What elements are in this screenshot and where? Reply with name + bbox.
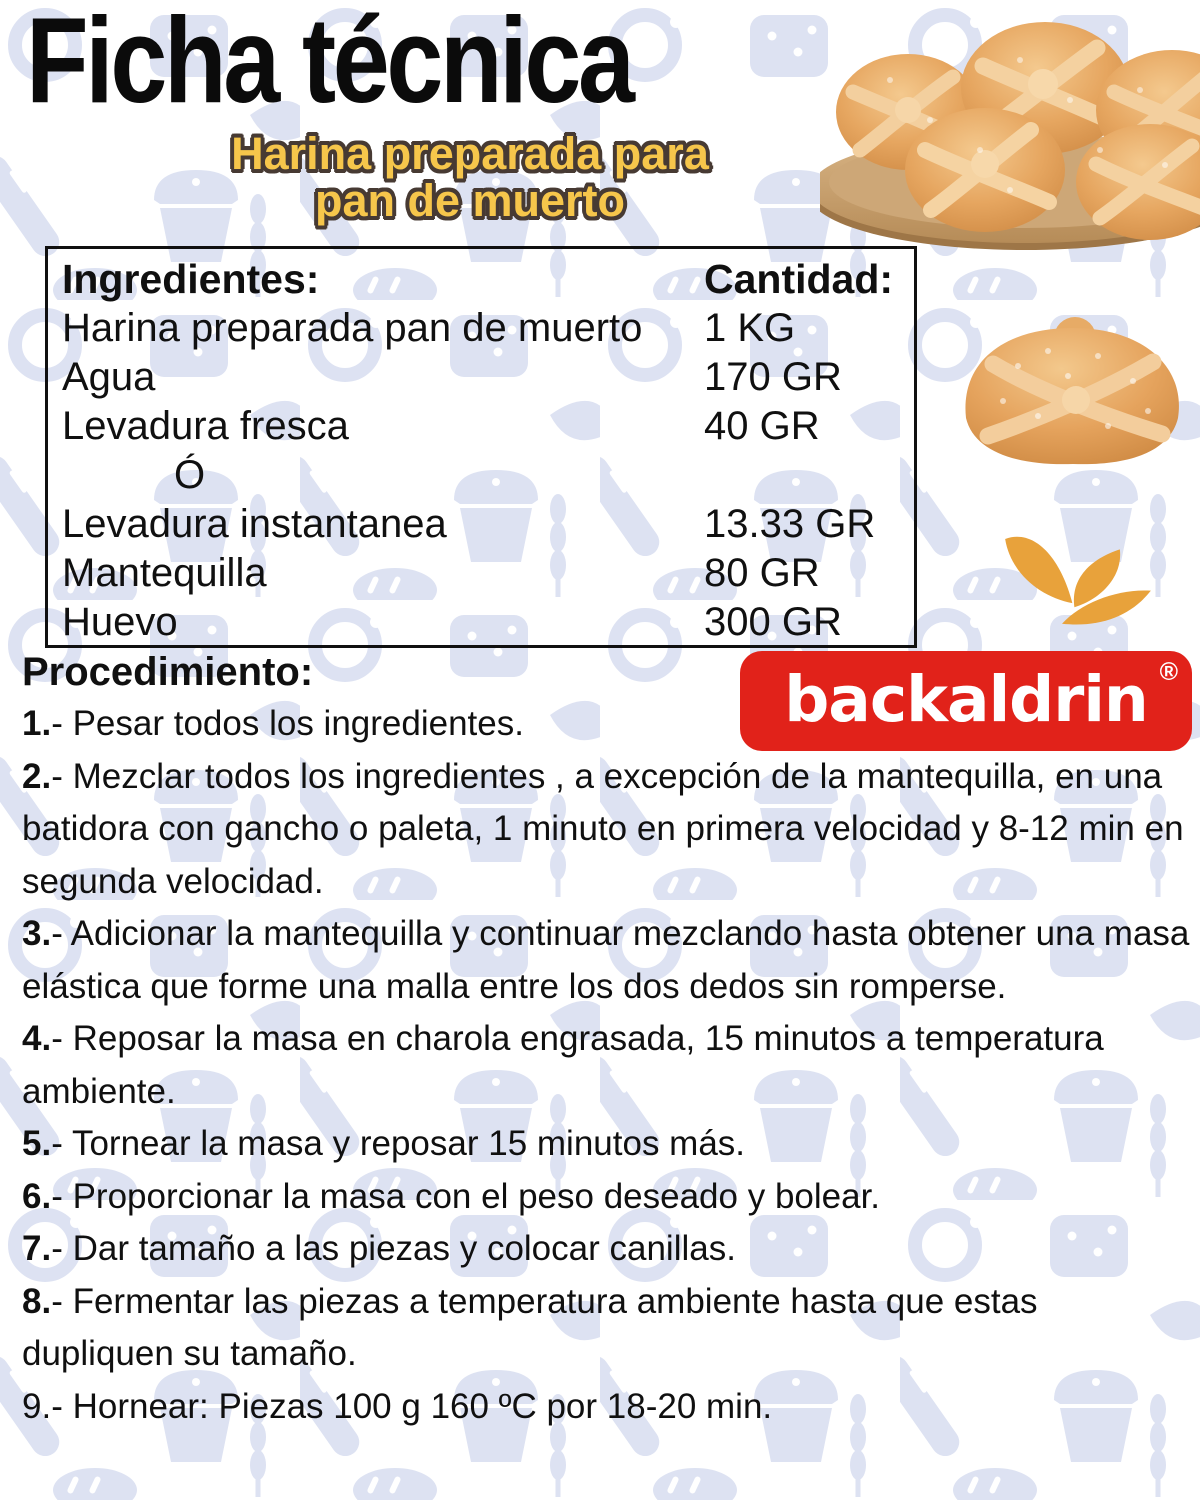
procedure-step-2	[22, 751, 1192, 909]
ingredient-quantity: 80 GR	[704, 550, 820, 595]
table-row	[62, 499, 904, 548]
ingredient-quantity: 170 GR	[704, 354, 842, 399]
table-row	[62, 597, 904, 646]
step-number: 5.	[22, 1124, 52, 1163]
step-number: 7.	[22, 1229, 52, 1268]
procedure-step-8	[22, 1276, 1192, 1381]
procedure-step-4	[22, 1013, 1192, 1118]
backaldrin-logo-text: backaldrin	[784, 662, 1148, 736]
procedure-step-7	[22, 1223, 1192, 1276]
procedure-step-6	[22, 1171, 1192, 1224]
ingredients-header: Ingredientes:	[62, 255, 320, 302]
step-text: - Mezclar todos los ingredientes , a excepción de la mantequilla, en una batidora con gancho o paleta, 1 minuto en primera velocidad y 8-12 min en segunda velocidad.	[22, 756, 1184, 901]
ingredient-name: Agua	[62, 354, 156, 399]
step-text: - Adicionar la mantequilla y continuar mezclando hasta obtener una masa elástica que forme una malla entre los dos dedos sin romperse.	[22, 914, 1190, 1006]
ingredient-quantity: 13.33 GR	[704, 501, 876, 546]
table-row	[62, 352, 904, 401]
registered-trademark-icon: ®	[1159, 658, 1178, 686]
procedure-step-3	[22, 908, 1192, 1013]
table-row	[62, 401, 904, 450]
step-number: 1.	[22, 704, 52, 743]
procedure-section	[22, 646, 1192, 1433]
backaldrin-logo	[740, 651, 1192, 751]
or-label: Ó	[174, 452, 206, 497]
quantity-header: Cantidad:	[704, 255, 894, 302]
subtitle-line-1: Harina preparada para	[231, 128, 709, 179]
step-number: 3.	[22, 914, 52, 953]
table-row-or	[62, 450, 904, 499]
table-header-row	[62, 254, 904, 303]
procedure-heading: Procedimiento:	[22, 650, 314, 694]
step-text: - Proporcionar la masa con el peso deseado y bolear.	[51, 1176, 881, 1216]
step-text: - Tornear la masa y reposar 15 minutos más.	[51, 1124, 746, 1163]
ingredient-name: Levadura instantanea	[62, 501, 447, 546]
pan-de-muerto-photo	[948, 296, 1198, 486]
page-subtitle	[140, 130, 800, 224]
step-number: 9.	[22, 1386, 52, 1426]
step-number: 2.	[22, 756, 52, 796]
step-number: 8.	[22, 1281, 52, 1321]
ingredient-name: Levadura fresca	[62, 403, 349, 448]
ingredient-name: Huevo	[62, 599, 178, 644]
table-row	[62, 548, 904, 597]
table-row	[62, 303, 904, 352]
step-text: - Reposar la masa en charola engrasada, 15 minutos a temperatura ambiente.	[22, 1019, 1104, 1111]
ingredient-quantity: 300 GR	[704, 599, 842, 644]
step-text: - Pesar todos los ingredientes.	[51, 704, 524, 743]
procedure-step-5	[22, 1118, 1192, 1171]
pan-de-muerto-plate-photo	[820, 0, 1200, 250]
ingredient-name: Mantequilla	[62, 550, 267, 595]
step-number: 4.	[22, 1019, 52, 1058]
ingredients-table	[45, 246, 917, 648]
step-text: - Fermentar las piezas a temperatura ambiente hasta que estas dupliquen su tamaño.	[22, 1281, 1038, 1373]
step-text: - Dar tamaño a las piezas y colocar canillas.	[51, 1229, 736, 1268]
ingredient-name: Harina preparada pan de muerto	[62, 305, 643, 350]
procedure-step-9	[22, 1381, 1192, 1434]
step-number: 6.	[22, 1176, 52, 1216]
page-title: Ficha técnica	[26, 0, 632, 128]
ingredient-quantity: 40 GR	[704, 403, 820, 448]
wheat-grain-icon	[1000, 528, 1155, 643]
ingredient-quantity: 1 KG	[704, 305, 796, 350]
step-text: - Hornear: Piezas 100 g 160 ºC por 18-20 min.	[51, 1386, 773, 1426]
subtitle-line-2: pan de muerto	[314, 175, 626, 226]
